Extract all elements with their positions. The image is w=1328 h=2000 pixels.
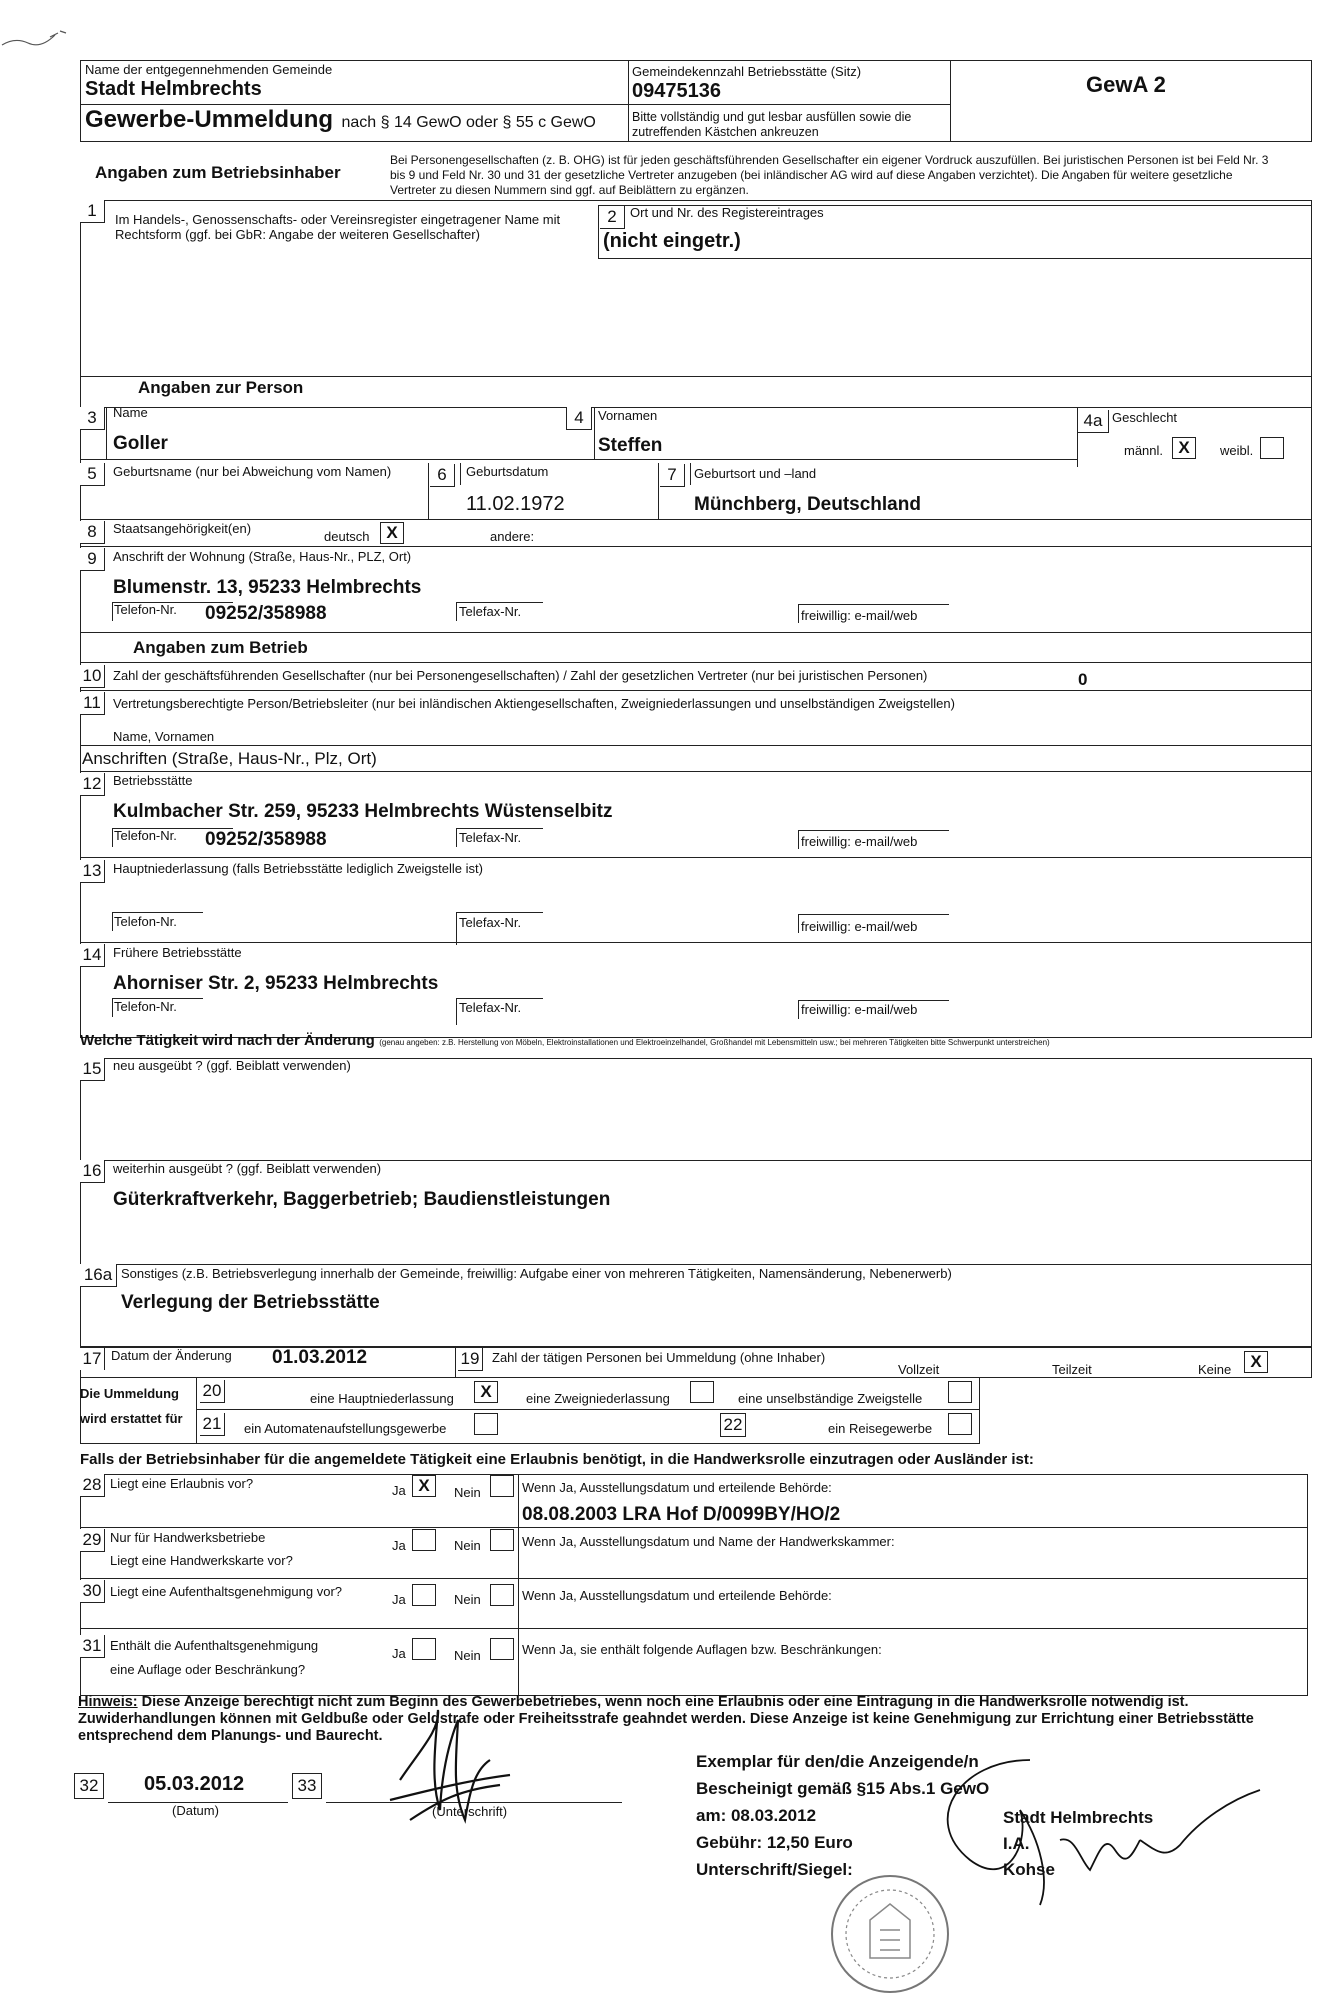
fax-label-wohnung: Telefax-Nr.	[459, 604, 522, 619]
field-29-label-2: Liegt eine Handwerkskarte vor?	[110, 1553, 293, 1568]
field-2-number: 2	[600, 206, 625, 229]
gemeinde-label: Name der entgegennehmenden Gemeinde	[85, 62, 333, 77]
field-19-label: Zahl der tätigen Personen bei Ummeldung (ohne Inhaber)	[492, 1350, 826, 1365]
applicant-signature	[380, 1690, 520, 1840]
taetigkeit-heading	[80, 1032, 1050, 1050]
fax-label-haupt: Telefax-Nr.	[459, 915, 522, 930]
bescheinigt-text: Bescheinigt gemäß §15 Abs.1 GewO	[696, 1779, 990, 1798]
field-32-number	[74, 1773, 104, 1799]
datum-label: (Datum)	[172, 1803, 219, 1818]
web-label-frueher: freiwillig: e-mail/web	[801, 1002, 918, 1017]
gkz-label: Gemeindekennzahl Betriebsstätte (Sitz)	[632, 64, 862, 79]
zweigniederlassung-label: eine Zweigniederlassung	[526, 1391, 670, 1406]
hauptniederlassung-checkbox[interactable]: X	[474, 1381, 498, 1403]
field-7-label: Geburtsort und –land	[694, 466, 817, 481]
f31-nein-checkbox[interactable]	[490, 1638, 514, 1660]
unterschrift-label: (Unterschrift)	[432, 1804, 508, 1819]
f28-ja-label: Ja	[392, 1483, 406, 1498]
field-11-label: Vertretungsberechtigte Person/Betriebsleiter (nur bei inländischen Aktiengesellschaften, Zweigniederlassungen und unselbständigen Zweigstellen)	[113, 696, 955, 711]
ummeldung-label-1: Die Ummeldung	[80, 1386, 179, 1401]
field-16-number: 16	[80, 1160, 105, 1183]
hinweis-text: Diese Anzeige berechtigt nicht zum Beginn des Gewerbebetriebes, wenn noch eine Erlaubnis oder eine Eintragung in die Handwerksrolle notwendig ist. Zuwiderhandlungen können mit Geldbuße oder Geldstrafe oder Freiheitsstrafe geahndet werden. Diese Anzeige ist keine Genehmigung zur Errichtung einer Betriebsstätte entsprechend dem Planungs- und Baurecht.	[78, 1694, 1254, 1744]
field-28-number: 28	[80, 1474, 105, 1497]
form-title-suffix: nach § 14 GewO oder § 55 c GewO	[341, 114, 596, 131]
fax-label-betrieb: Telefax-Nr.	[459, 830, 522, 845]
hinweis-block	[78, 1694, 1310, 1745]
erlaubnis-heading: Falls der Betriebsinhaber für die angemeldete Tätigkeit eine Erlaubnis benötigt, in die Handwerksrolle einzutragen oder Ausländer ist:	[80, 1451, 1034, 1468]
maennl-checkbox[interactable]: X	[1172, 437, 1196, 459]
field-10-value[interactable]: 0	[1078, 670, 1088, 689]
taetigkeit-heading-text: Welche Tätigkeit wird nach der Änderung	[80, 1032, 375, 1049]
field-5-label: Geburtsname (nur bei Abweichung vom Namen)	[113, 464, 392, 479]
web-label-haupt: freiwillig: e-mail/web	[801, 919, 918, 934]
field-7-number: 7	[660, 464, 685, 487]
sonstiges-value[interactable]: Verlegung der Betriebsstätte	[121, 1292, 380, 1313]
vollzeit-label: Vollzeit	[898, 1362, 940, 1377]
field-28-label: Liegt eine Erlaubnis vor?	[110, 1476, 254, 1491]
tel-label-wohnung: Telefon-Nr.	[114, 602, 177, 617]
field-8-label: Staatsangehörigkeit(en)	[113, 521, 252, 536]
field-22-number: 22	[720, 1413, 746, 1437]
deutsch-label: deutsch	[324, 529, 370, 544]
field-17-label: Datum der Änderung	[111, 1348, 232, 1363]
web-label-wohnung: freiwillig: e-mail/web	[801, 608, 918, 623]
field-19-number: 19	[458, 1348, 483, 1371]
f28-ja-checkbox[interactable]: X	[412, 1475, 436, 1497]
f29-ja-checkbox[interactable]	[412, 1529, 436, 1551]
zweigstelle-label: eine unselbständige Zweigstelle	[738, 1391, 923, 1406]
official-seal	[826, 1870, 954, 1998]
andere-label: andere:	[490, 529, 535, 544]
field-16a-number: 16a	[80, 1264, 117, 1287]
gemeinde-value[interactable]: Stadt Helmbrechts	[85, 78, 262, 100]
field-6-label: Geburtsdatum	[466, 464, 549, 479]
reisegewerbe-label: ein Reisegewerbe	[828, 1421, 933, 1436]
field-9-label: Anschrift der Wohnung (Straße, Haus-Nr., PLZ, Ort)	[113, 549, 412, 564]
tel-value-betrieb[interactable]: 09252/358988	[205, 829, 327, 850]
am-date[interactable]: am: 08.03.2012	[696, 1806, 817, 1825]
f31-ja-label: Ja	[392, 1646, 406, 1661]
geburtsort-value[interactable]: Münchberg, Deutschland	[694, 494, 921, 515]
f31-ja-checkbox[interactable]	[412, 1638, 436, 1660]
exemplar-text: Exemplar für den/die Anzeigende/n	[696, 1752, 979, 1771]
taetigkeit-heading-note: (genau angeben: z.B. Herstellung von Möbeln, Elektroinstallationen und Elektroeinzelhandel, Großhandel mit Lebensmitteln usw.; bei mehreren Tätigkeiten bitte Schwerpunkt unterstreichen)	[379, 1038, 1050, 1047]
hauptniederlassung-label: eine Hauptniederlassung	[310, 1391, 454, 1406]
field-29-label-1: Nur für Handwerksbetriebe	[110, 1530, 266, 1545]
ia-text: I.A.	[1003, 1834, 1030, 1853]
corner-scribble	[0, 15, 80, 55]
anschriften-label: Anschriften (Straße, Haus-Nr., Plz, Ort)	[82, 749, 377, 768]
field-8-number: 8	[80, 521, 105, 544]
form-code: GewA 2	[1086, 72, 1166, 97]
field-15-label: neu ausgeübt ? (ggf. Beiblatt verwenden)	[113, 1058, 351, 1073]
automaten-checkbox[interactable]	[474, 1413, 498, 1435]
field-1-label: Im Handels-, Genossenschafts- oder Vereinsregister eingetragener Name mit Rechtsform (ggf. bei GbR: Angabe der weiteren Gesellschafter)	[115, 212, 561, 242]
field-15-number: 15	[80, 1058, 105, 1081]
field-2-value[interactable]: (nicht eingetr.)	[603, 230, 741, 252]
field-31-label-2: eine Auflage oder Beschränkung?	[110, 1662, 306, 1677]
field-4a-number: 4a	[1078, 410, 1109, 433]
weibl-checkbox[interactable]	[1260, 437, 1284, 459]
field-3-label: Name	[113, 405, 148, 420]
inhaber-heading: Angaben zum Betriebsinhaber	[95, 163, 341, 182]
anschrift-value[interactable]: Blumenstr. 13, 95233 Helmbrechts	[113, 577, 422, 598]
field-31-number: 31	[80, 1635, 105, 1658]
field-4-label: Vornamen	[598, 408, 658, 423]
instruction-text: Bitte vollständig und gut lesbar ausfüllen sowie die zutreffenden Kästchen ankreuzen	[632, 110, 912, 139]
field-21-number: 21	[200, 1413, 225, 1436]
field-28-wenn: Wenn Ja, Ausstellungsdatum und erteilende Behörde:	[522, 1480, 832, 1495]
field-16a-label: Sonstiges (z.B. Betriebsverlegung innerhalb der Gemeinde, freiwillig: Aufgabe einer von mehreren Tätigkeiten, Namensänderung, Nebenerwerb)	[121, 1266, 952, 1281]
tel-label-frueher: Telefon-Nr.	[114, 999, 177, 1014]
keine-label: Keine	[1198, 1362, 1232, 1377]
gkz-value[interactable]: 09475136	[632, 80, 721, 102]
field-4a-label: Geschlecht	[1112, 410, 1178, 425]
field-31-label-1: Enthält die Aufenthaltsgenehmigung	[110, 1638, 319, 1653]
f28-nein-checkbox[interactable]	[490, 1475, 514, 1497]
betriebsstaette-value[interactable]: Kulmbacher Str. 259, 95233 Helmbrechts Wüstenselbitz	[113, 801, 613, 822]
field-14-label: Frühere Betriebsstätte	[113, 945, 242, 960]
field-6-number: 6	[430, 464, 455, 487]
field-29-wenn: Wenn Ja, Ausstellungsdatum und Name der Handwerkskammer:	[522, 1534, 895, 1549]
datum-aenderung-value[interactable]: 01.03.2012	[272, 1347, 368, 1368]
hinweis-label: Hinweis:	[78, 1694, 138, 1710]
field-1-number: 1	[80, 200, 105, 223]
ummeldung-label-2: wird erstattet für	[80, 1411, 183, 1426]
keine-checkbox[interactable]: X	[1244, 1351, 1268, 1373]
field-9-number: 9	[80, 548, 105, 571]
erlaubnis-value[interactable]: 08.08.2003 LRA Hof D/0099BY/HO/2	[522, 1504, 841, 1525]
field-30-wenn: Wenn Ja, Ausstellungsdatum und erteilende Behörde:	[522, 1588, 832, 1603]
f30-nein-label: Nein	[454, 1592, 481, 1607]
unterschrift-siegel-label: Unterschrift/Siegel:	[696, 1860, 853, 1879]
web-label-betrieb: freiwillig: e-mail/web	[801, 834, 918, 849]
field-12-number: 12	[80, 773, 105, 796]
official-signature	[900, 1740, 1280, 1910]
fruehere-betriebsstaette-value[interactable]: Ahorniser Str. 2, 95233 Helmbrechts	[113, 973, 439, 994]
weiterhin-ausgeuebt-value[interactable]: Güterkraftverkehr, Baggerbetrieb; Baudienstleistungen	[113, 1189, 611, 1210]
field-17-number: 17	[80, 1348, 105, 1370]
field-31-wenn: Wenn Ja, sie enthält folgende Auflagen bzw. Beschränkungen:	[522, 1642, 882, 1657]
stadt-text: Stadt Helmbrechts	[1003, 1808, 1154, 1827]
f28-nein-label: Nein	[454, 1485, 481, 1500]
fax-label-frueher: Telefax-Nr.	[459, 1000, 522, 1015]
weibl-label: weibl.	[1220, 443, 1254, 458]
field-14-number: 14	[80, 944, 105, 967]
f30-ja-label: Ja	[392, 1592, 406, 1607]
zweigniederlassung-checkbox[interactable]	[690, 1381, 714, 1403]
field-12-label: Betriebsstätte	[113, 773, 193, 788]
field-33-number	[292, 1773, 322, 1799]
f31-nein-label: Nein	[454, 1648, 481, 1663]
reisegewerbe-checkbox[interactable]	[948, 1413, 972, 1435]
tel-value-wohnung[interactable]: 09252/358988	[205, 603, 327, 624]
f29-nein-label: Nein	[454, 1538, 481, 1553]
deutsch-checkbox[interactable]: X	[380, 522, 404, 544]
field-11-number: 11	[80, 692, 105, 715]
vornamen-value[interactable]: Steffen	[598, 435, 663, 456]
form-title-main: Gewerbe-Ummeldung	[85, 106, 334, 133]
tel-label-betrieb: Telefon-Nr.	[114, 828, 177, 843]
field-13-label: Hauptniederlassung (falls Betriebsstätte lediglich Zweigstelle ist)	[113, 861, 483, 876]
teilzeit-label: Teilzeit	[1052, 1362, 1092, 1377]
f30-ja-checkbox[interactable]	[412, 1584, 436, 1606]
field-20-number: 20	[200, 1380, 225, 1403]
field-3-number: 3	[80, 407, 105, 430]
f29-ja-label: Ja	[392, 1538, 406, 1553]
geburtsdatum-value[interactable]: 11.02.1972	[466, 493, 565, 515]
f30-nein-checkbox[interactable]	[490, 1584, 514, 1606]
datum-value[interactable]: 05.03.2012	[144, 1773, 245, 1795]
form-title	[85, 106, 596, 134]
automaten-label: ein Automatenaufstellungsgewerbe	[244, 1421, 447, 1436]
zweigstelle-checkbox[interactable]	[948, 1381, 972, 1403]
field-10-number: 10	[80, 665, 105, 688]
field-2-label: Ort und Nr. des Registereintrages	[630, 205, 824, 220]
field-33-number-text: 33	[297, 1776, 317, 1795]
field-30-label: Liegt eine Aufenthaltsgenehmigung vor?	[110, 1584, 343, 1599]
person-heading: Angaben zur Person	[138, 378, 304, 397]
field-29-number: 29	[80, 1529, 105, 1552]
field-10-label: Zahl der geschäftsführenden Gesellschafter (nur bei Personengesellschaften) / Zahl der gesetzlichen Vertreter (nur bei juristischen Personen)	[113, 668, 928, 683]
maennl-label: männl.	[1124, 443, 1164, 458]
field-16-label: weiterhin ausgeübt ? (ggf. Beiblatt verwenden)	[113, 1161, 382, 1176]
kohse-text: Kohse	[1003, 1860, 1055, 1879]
inhaber-note: Bei Personengesellschaften (z. B. OHG) ist für jeden geschäftsführenden Gesellschafter ein eigener Vordruck auszufüllen. Bei juristischen Personen ist bei Feld Nr. 3 bis 9 und Feld Nr. 30 und 31 der gesetzliche Vertreter anzugeben (bei inländischer AG wird auf diese Angaben verzichtet). Die Angaben für weitere gesetzliche Vertreter zu diesen Nummern sind ggf. auf Beiblättern zu ergänzen.	[390, 153, 1269, 197]
field-5-number: 5	[80, 463, 105, 486]
field-30-number: 30	[80, 1580, 105, 1603]
field-11-name-label: Name, Vornamen	[113, 729, 215, 744]
name-value[interactable]: Goller	[113, 433, 168, 454]
f29-nein-checkbox[interactable]	[490, 1529, 514, 1551]
field-32-number-text: 32	[79, 1776, 99, 1795]
gebuehr-text[interactable]: Gebühr: 12,50 Euro	[696, 1833, 853, 1852]
field-4-number: 4	[566, 407, 592, 430]
field-13-number: 13	[80, 860, 105, 883]
betrieb-heading: Angaben zum Betrieb	[133, 638, 308, 657]
tel-label-haupt: Telefon-Nr.	[114, 914, 177, 929]
